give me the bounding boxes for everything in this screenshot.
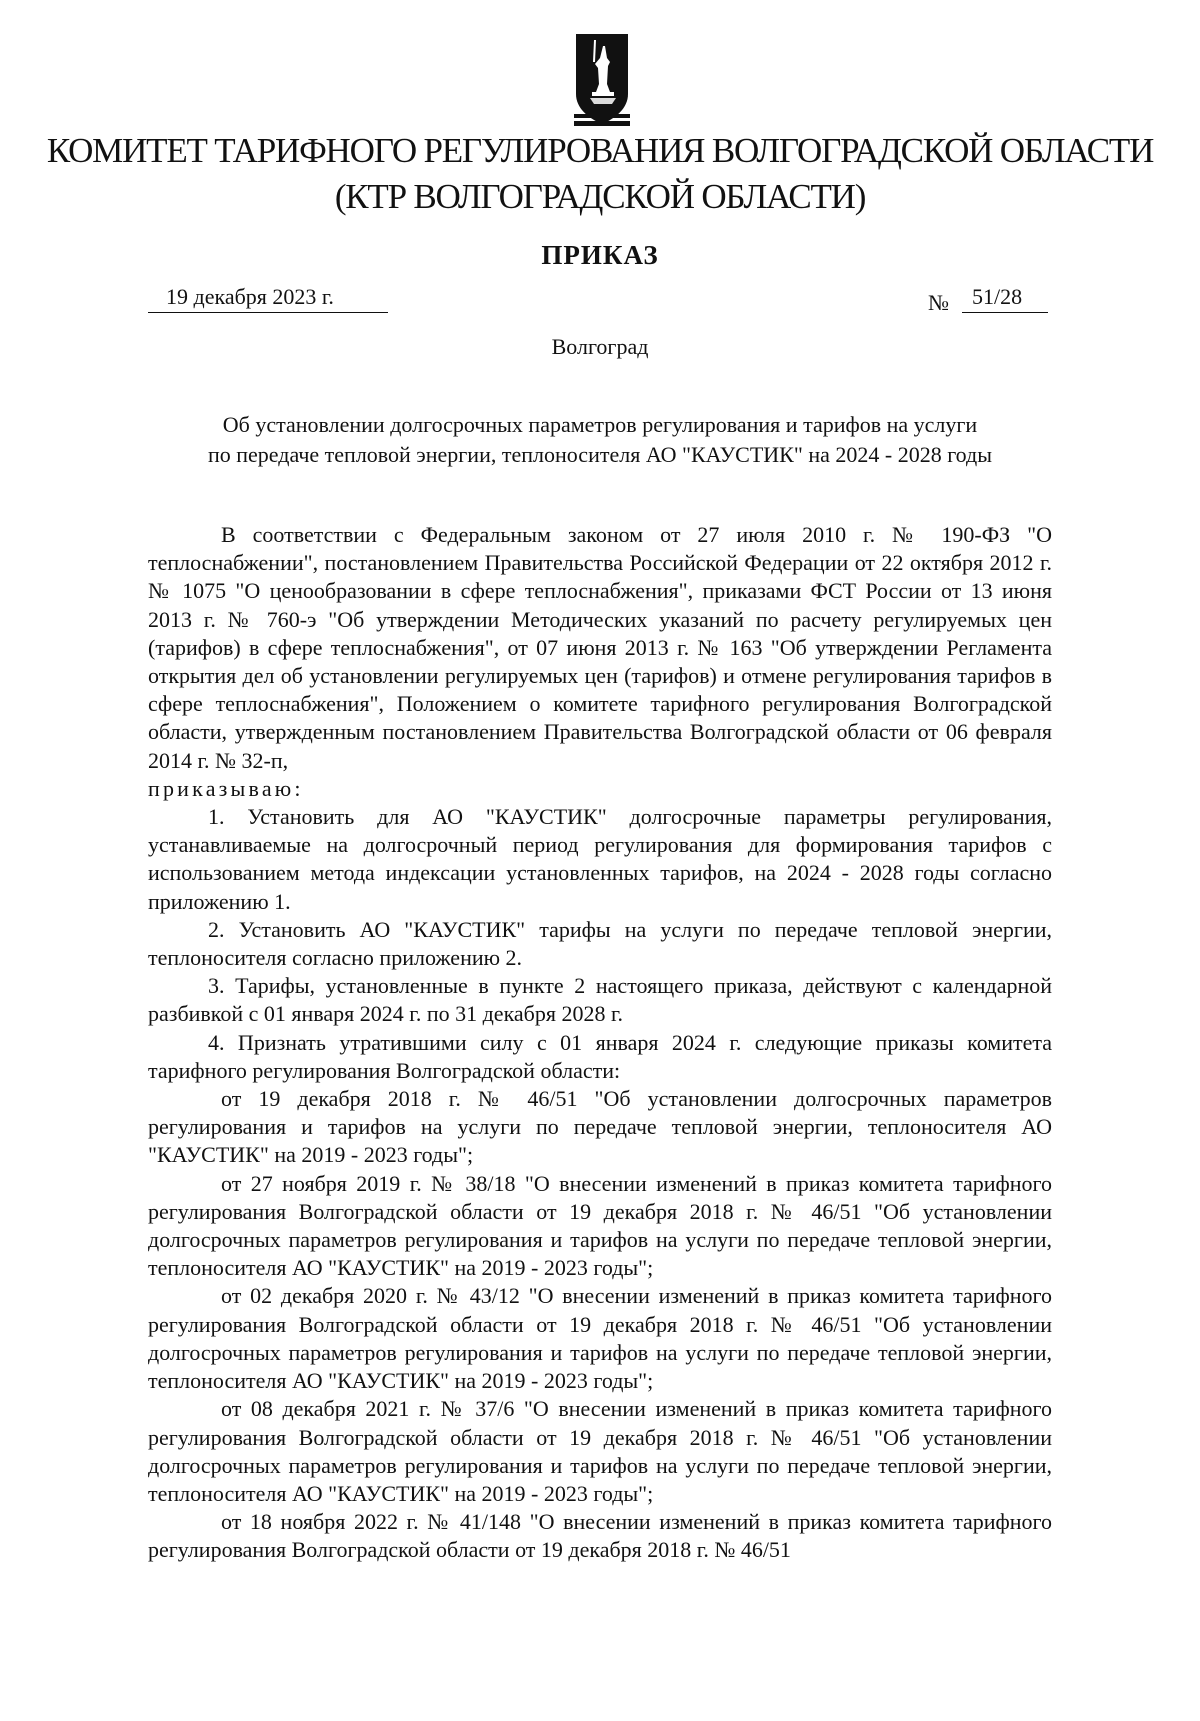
order-subject (148, 410, 1052, 470)
preamble-paragraph: В соответствии с Федеральным законом от 27 июля 2010 г. № 190-ФЗ "О теплоснабжении", постановлением Правительства Российской Федерации от 22 октября 2012 г. № 1075 "О ценообразовании в сфере теплоснабжения", приказами ФСТ России от 13 июня 2013 г. № 760-э "Об утверждении Методических указаний по расчету регулируемых цен (тарифов) в сфере теплоснабжения", от 07 июня 2013 г. № 163 "Об утверждении Регламента открытия дел об установлении регулируемых цен (тарифов) и отмене регулирования тарифов в сфере теплоснабжения", Положением о комитете тарифного регулирования Волгоградской области, утвержденным постановлением Правительства Волгоградской области от 06 февраля 2014 г. № 32-п, (148, 522, 1052, 773)
number-sign: № (928, 290, 949, 315)
organization-abbreviation: (КТР ВОЛГОГРАДСКОЙ ОБЛАСТИ) (334, 177, 866, 216)
order-body (148, 521, 1052, 1565)
repealed-order-5: от 18 ноября 2022 г. № 41/148 "О внесении изменений в приказ комитета тарифного регулирования Волгоградской области от 19 декабря 2018 г. № 46/51 (148, 1509, 1052, 1563)
repealed-order-4: от 08 декабря 2021 г. № 37/6 "О внесении изменений в приказ комитета тарифного регулирования Волгоградской области от 19 декабря 2018 г. № 46/51 "Об установлении долгосрочных параметров регулирования и тарифов на услуги по передаче тепловой энергии, теплоносителя АО "КАУСТИК" на 2019 - 2023 годы"; (148, 1396, 1052, 1506)
organization-name: КОМИТЕТ ТАРИФНОГО РЕГУЛИРОВАНИЯ ВОЛГОГРАДСКОЙ ОБЛАСТИ (46, 131, 1154, 170)
order-item-3: 3. Тарифы, установленные в пункте 2 настоящего приказа, действуют с календарной разбивкой с 01 января 2024 г. по 31 декабря 2028 г. (148, 973, 1052, 1027)
order-item-1: 1. Установить для АО "КАУСТИК" долгосрочные параметры регулирования, устанавливаемые на долгосрочный период регулирования для формирования тарифов с использованием метода индексации установленных тарифов, на 2024 - 2028 годы согласно приложению 1. (148, 804, 1052, 914)
subject-line-1: Об установлении долгосрочных параметров регулирования и тарифов на услуги (222, 412, 978, 437)
order-date: 19 декабря 2023 г. (148, 282, 388, 313)
repealed-order-3: от 02 декабря 2020 г. № 43/12 "О внесении изменений в приказ комитета тарифного регулирования Волгоградской области от 19 декабря 2018 г. № 46/51 "Об установлении долгосрочных параметров регулирования и тарифов на услуги по передаче тепловой энергии, теплоносителя АО "КАУСТИК" на 2019 - 2023 годы"; (148, 1283, 1052, 1394)
issue-city: Волгоград (551, 334, 649, 359)
volgograd-coat-of-arms-icon (574, 32, 630, 128)
order-word: приказываю: (148, 775, 304, 801)
subject-line-2: по передаче тепловой энергии, теплоносителя АО "КАУСТИК" на 2024 - 2028 годы (207, 442, 993, 467)
order-item-2: 2. Установить АО "КАУСТИК" тарифы на услуги по передаче тепловой энергии, теплоносителя согласно приложению 2. (148, 916, 1052, 971)
order-item-4: 4. Признать утратившими силу с 01 января 2024 г. следующие приказы комитета тарифного регулирования Волгоградской области: (148, 1029, 1052, 1083)
organization-title (0, 128, 1200, 220)
repealed-order-1: от 19 декабря 2018 г. № 46/51 "Об установлении долгосрочных параметров регулирования и тарифов на услуги по передаче тепловой энергии, теплоносителя АО "КАУСТИК" на 2019 - 2023 годы"; (148, 1086, 1052, 1168)
document-type: ПРИКАЗ (541, 240, 659, 270)
repealed-order-2: от 27 ноября 2019 г. № 38/18 "О внесении изменений в приказ комитета тарифного регулирования Волгоградской области от 19 декабря 2018 г. № 46/51 "Об установлении долгосрочных параметров регулирования и тарифов на услуги по передаче тепловой энергии, теплоносителя АО "КАУСТИК" на 2019 - 2023 годы"; (148, 1170, 1052, 1281)
order-number: 51/28 (962, 282, 1048, 313)
